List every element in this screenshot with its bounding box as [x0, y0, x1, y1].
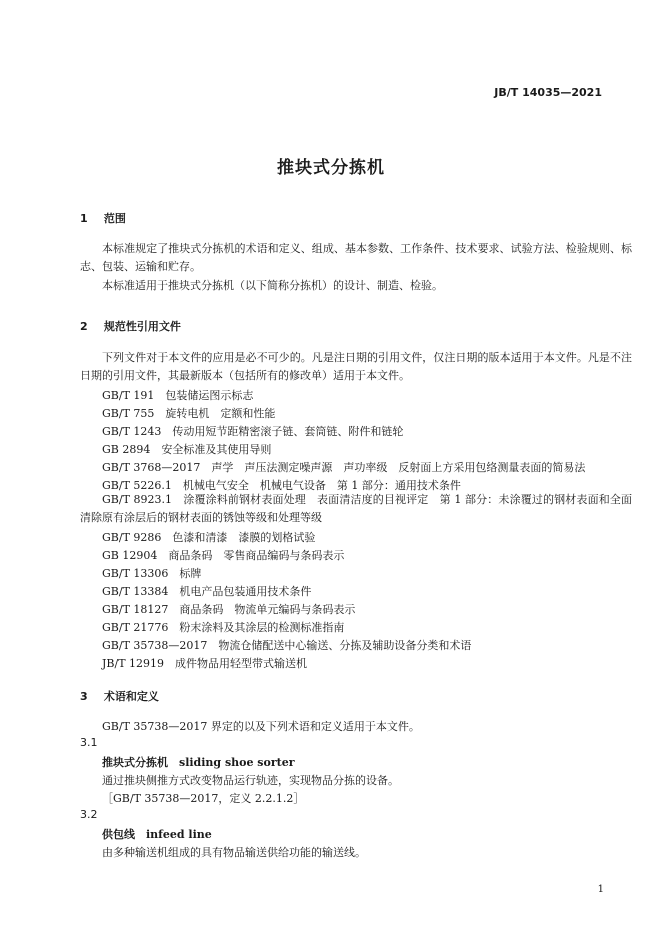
term-definition: 通过推块侧推方式改变物品运行轨迹，实现物品分拣的设备。	[102, 774, 399, 787]
term-number: 3.2	[80, 808, 98, 821]
references-intro: 下列文件对于本文件的应用是必不可少的。凡是注日期的引用文件，仅注日期的版本适用于本文件。凡是不注日期的引用文件，其最新版本（包括所有的修改单）适用于本文件。	[80, 351, 632, 382]
section-heading-scope	[80, 210, 126, 226]
section-title: 规范性引用文件	[103, 320, 181, 333]
section-number: 1	[80, 212, 88, 225]
reference-item: GB/T 5226.1 机械电气安全 机械电气设备 第 1 部分：通用技术条件	[102, 479, 461, 492]
reference-item: GB/T 13306 标牌	[102, 567, 202, 580]
term-number: 3.1	[80, 736, 98, 749]
term-source: ［GB/T 35738—2017，定义 2.2.1.2］	[102, 792, 305, 805]
section-heading-terms-definitions	[80, 688, 159, 704]
reference-item: GB 2894 安全标准及其使用导则	[102, 443, 272, 456]
reference-item: GB 12904 商品条码 零售商品编码与条码表示	[102, 549, 345, 562]
reference-item: GB/T 9286 色漆和清漆 漆膜的划格试验	[102, 531, 316, 544]
scope-paragraph-1: 本标准规定了推块式分拣机的术语和定义、组成、基本参数、工作条件、技术要求、试验方法、检验规则、标志、包装、运输和贮存。	[80, 242, 632, 273]
standard-number: JB/T 14035—2021	[494, 86, 602, 99]
reference-item: GB/T 191 包装储运图示标志	[102, 389, 254, 402]
section-title: 术语和定义	[103, 690, 159, 703]
reference-item: GB/T 18127 商品条码 物流单元编码与条码表示	[102, 603, 356, 616]
section-title: 范围	[103, 212, 126, 225]
reference-item: GB/T 8923.1 涂覆涂料前钢材表面处理 表面清洁度的目视评定 第 1 部分：未涂覆过的钢材表面和全面清除原有涂层后的钢材表面的锈蚀等级和处理等级	[80, 493, 632, 524]
term-definition: 由多种输送机组成的具有物品输送供给功能的输送线。	[102, 846, 366, 859]
reference-item: GB/T 35738—2017 物流仓储配送中心输送、分拣及辅助设备分类和术语	[102, 639, 472, 652]
section-heading-normative-references	[80, 318, 181, 334]
reference-item: GB/T 21776 粉末涂料及其涂层的检测标准指南	[102, 621, 345, 634]
section-number: 3	[80, 690, 88, 703]
reference-item: GB/T 755 旋转电机 定额和性能	[102, 407, 276, 420]
page-number: 1	[597, 884, 604, 895]
document-title: 推块式分拣机	[277, 158, 385, 178]
term-name: 推块式分拣机 sliding shoe sorter	[102, 756, 295, 769]
term-name: 供包线 infeed line	[102, 828, 212, 841]
terms-intro: GB/T 35738—2017 界定的以及下列术语和定义适用于本文件。	[102, 720, 420, 733]
reference-item: GB/T 13384 机电产品包装通用技术条件	[102, 585, 312, 598]
reference-item: GB/T 3768—2017 声学 声压法测定噪声源 声功率级 反射面上方采用包络测量表面的简易法	[102, 461, 586, 474]
reference-item: GB/T 1243 传动用短节距精密滚子链、套筒链、附件和链轮	[102, 425, 404, 438]
scope-paragraph-2: 本标准适用于推块式分拣机（以下简称分拣机）的设计、制造、检验。	[102, 279, 443, 292]
section-number: 2	[80, 320, 88, 333]
reference-item: JB/T 12919 成件物品用轻型带式输送机	[102, 657, 308, 670]
